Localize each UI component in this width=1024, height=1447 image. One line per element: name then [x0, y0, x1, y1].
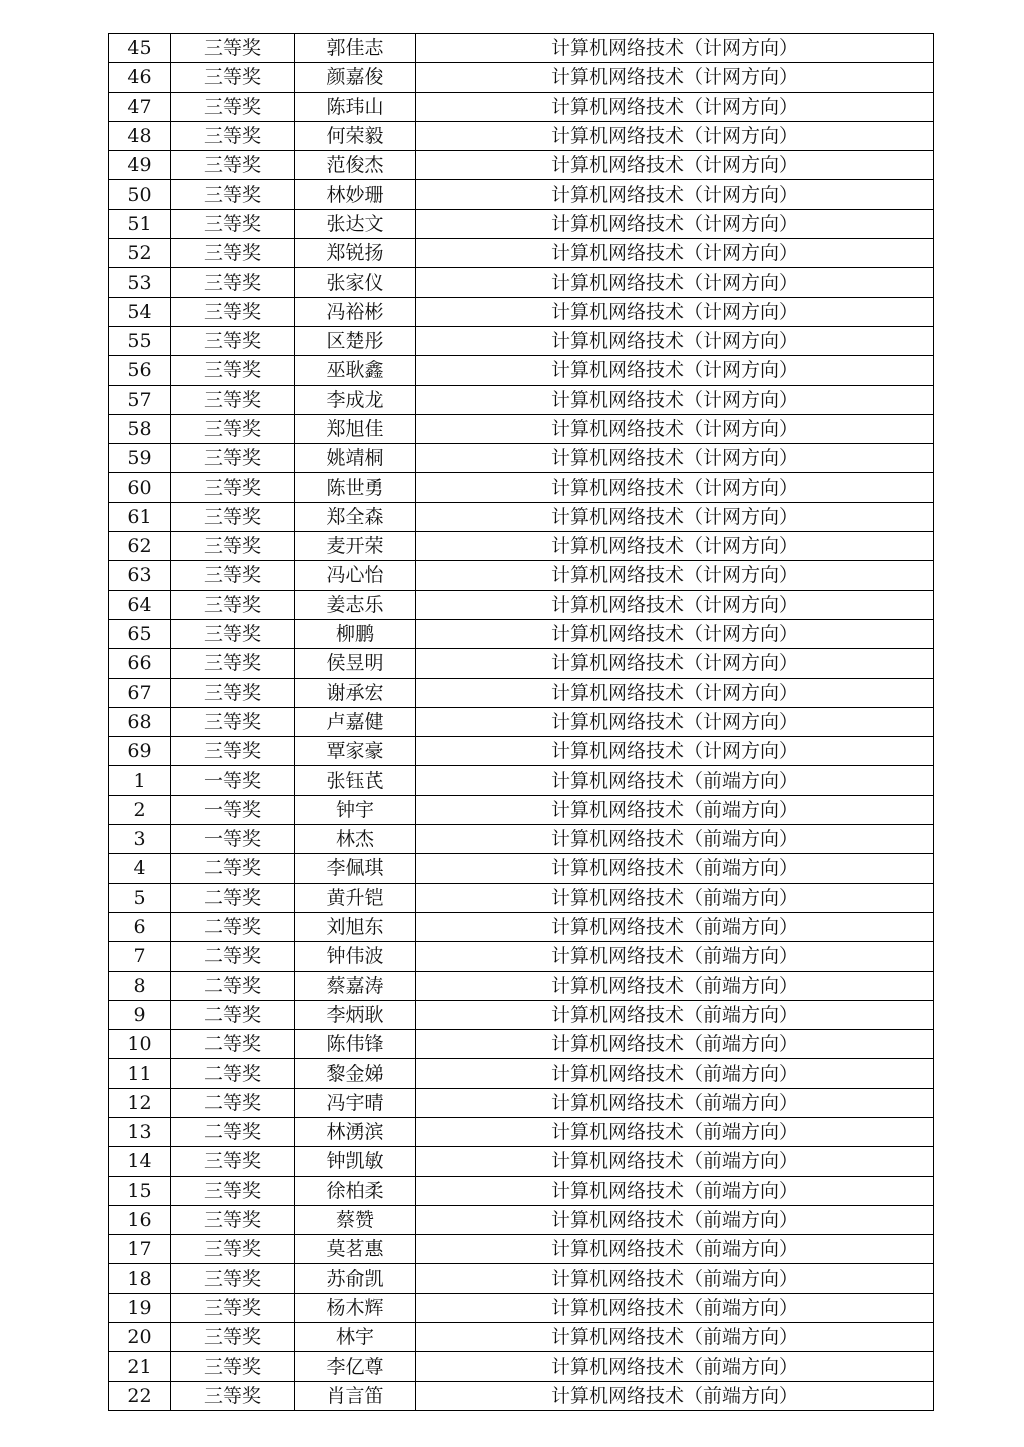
- award-level-cell: 三等奖: [171, 209, 295, 238]
- award-level-cell: 三等奖: [171, 678, 295, 707]
- student-name-cell: 姚靖桐: [295, 444, 416, 473]
- student-name-cell: 何荣毅: [295, 121, 416, 150]
- student-name-cell: 姜志乐: [295, 590, 416, 619]
- award-level-cell: 三等奖: [171, 1176, 295, 1205]
- table-row: [109, 502, 934, 531]
- award-list-page: [108, 33, 933, 1411]
- student-name-cell: 覃家豪: [295, 737, 416, 766]
- student-name-cell: 颜嘉俊: [295, 63, 416, 92]
- row-number-cell: 65: [109, 619, 171, 648]
- award-table: [108, 33, 934, 1411]
- row-number-cell: 59: [109, 444, 171, 473]
- row-number-cell: 54: [109, 297, 171, 326]
- table-row: [109, 912, 934, 941]
- table-row: [109, 649, 934, 678]
- award-level-cell: 三等奖: [171, 532, 295, 561]
- table-row: [109, 239, 934, 268]
- table-row: [109, 1205, 934, 1234]
- student-name-cell: 冯裕彬: [295, 297, 416, 326]
- student-name-cell: 张家仪: [295, 268, 416, 297]
- major-cell: 计算机网络技术（计网方向）: [416, 268, 934, 297]
- table-row: [109, 854, 934, 883]
- student-name-cell: 肖言笛: [295, 1381, 416, 1410]
- student-name-cell: 郭佳志: [295, 34, 416, 63]
- row-number-cell: 8: [109, 971, 171, 1000]
- row-number-cell: 5: [109, 883, 171, 912]
- award-level-cell: 三等奖: [171, 326, 295, 355]
- row-number-cell: 19: [109, 1293, 171, 1322]
- table-row: [109, 356, 934, 385]
- row-number-cell: 55: [109, 326, 171, 355]
- table-row: [109, 1088, 934, 1117]
- table-row: [109, 151, 934, 180]
- award-level-cell: 三等奖: [171, 1235, 295, 1264]
- major-cell: 计算机网络技术（计网方向）: [416, 619, 934, 648]
- row-number-cell: 62: [109, 532, 171, 561]
- award-level-cell: 一等奖: [171, 795, 295, 824]
- award-level-cell: 三等奖: [171, 92, 295, 121]
- major-cell: 计算机网络技术（计网方向）: [416, 649, 934, 678]
- table-row: [109, 883, 934, 912]
- award-level-cell: 三等奖: [171, 502, 295, 531]
- row-number-cell: 49: [109, 151, 171, 180]
- row-number-cell: 10: [109, 1030, 171, 1059]
- table-row: [109, 180, 934, 209]
- table-row: [109, 326, 934, 355]
- major-cell: 计算机网络技术（前端方向）: [416, 1117, 934, 1146]
- row-number-cell: 58: [109, 414, 171, 443]
- row-number-cell: 4: [109, 854, 171, 883]
- student-name-cell: 钟凯敏: [295, 1147, 416, 1176]
- row-number-cell: 22: [109, 1381, 171, 1410]
- row-number-cell: 67: [109, 678, 171, 707]
- row-number-cell: 9: [109, 1000, 171, 1029]
- student-name-cell: 李亿尊: [295, 1352, 416, 1381]
- row-number-cell: 60: [109, 473, 171, 502]
- student-name-cell: 李成龙: [295, 385, 416, 414]
- table-row: [109, 1117, 934, 1146]
- student-name-cell: 杨木辉: [295, 1293, 416, 1322]
- table-row: [109, 561, 934, 590]
- row-number-cell: 13: [109, 1117, 171, 1146]
- student-name-cell: 范俊杰: [295, 151, 416, 180]
- award-level-cell: 三等奖: [171, 239, 295, 268]
- table-row: [109, 1176, 934, 1205]
- major-cell: 计算机网络技术（计网方向）: [416, 356, 934, 385]
- major-cell: 计算机网络技术（前端方向）: [416, 1264, 934, 1293]
- major-cell: 计算机网络技术（前端方向）: [416, 1147, 934, 1176]
- row-number-cell: 56: [109, 356, 171, 385]
- row-number-cell: 50: [109, 180, 171, 209]
- award-level-cell: 三等奖: [171, 1264, 295, 1293]
- award-level-cell: 二等奖: [171, 1088, 295, 1117]
- row-number-cell: 14: [109, 1147, 171, 1176]
- award-level-cell: 三等奖: [171, 619, 295, 648]
- row-number-cell: 57: [109, 385, 171, 414]
- row-number-cell: 16: [109, 1205, 171, 1234]
- award-level-cell: 三等奖: [171, 1293, 295, 1322]
- award-level-cell: 三等奖: [171, 1147, 295, 1176]
- award-level-cell: 三等奖: [171, 561, 295, 590]
- student-name-cell: 郑全森: [295, 502, 416, 531]
- row-number-cell: 6: [109, 912, 171, 941]
- major-cell: 计算机网络技术（计网方向）: [416, 414, 934, 443]
- award-level-cell: 三等奖: [171, 737, 295, 766]
- row-number-cell: 45: [109, 34, 171, 63]
- award-level-cell: 二等奖: [171, 1030, 295, 1059]
- student-name-cell: 陈伟锋: [295, 1030, 416, 1059]
- table-row: [109, 63, 934, 92]
- major-cell: 计算机网络技术（计网方向）: [416, 737, 934, 766]
- major-cell: 计算机网络技术（前端方向）: [416, 1059, 934, 1088]
- award-level-cell: 二等奖: [171, 1117, 295, 1146]
- student-name-cell: 蔡嘉涛: [295, 971, 416, 1000]
- major-cell: 计算机网络技术（前端方向）: [416, 854, 934, 883]
- award-table-body: [109, 34, 934, 1411]
- award-level-cell: 三等奖: [171, 1205, 295, 1234]
- award-level-cell: 三等奖: [171, 707, 295, 736]
- table-row: [109, 444, 934, 473]
- major-cell: 计算机网络技术（前端方向）: [416, 912, 934, 941]
- row-number-cell: 1: [109, 766, 171, 795]
- table-row: [109, 92, 934, 121]
- student-name-cell: 黎金娣: [295, 1059, 416, 1088]
- award-level-cell: 三等奖: [171, 649, 295, 678]
- table-row: [109, 590, 934, 619]
- student-name-cell: 谢承宏: [295, 678, 416, 707]
- student-name-cell: 林湧滨: [295, 1117, 416, 1146]
- student-name-cell: 陈世勇: [295, 473, 416, 502]
- major-cell: 计算机网络技术（前端方向）: [416, 1381, 934, 1410]
- major-cell: 计算机网络技术（前端方向）: [416, 825, 934, 854]
- student-name-cell: 郑锐扬: [295, 239, 416, 268]
- award-level-cell: 三等奖: [171, 180, 295, 209]
- student-name-cell: 柳鹏: [295, 619, 416, 648]
- table-row: [109, 1293, 934, 1322]
- row-number-cell: 53: [109, 268, 171, 297]
- student-name-cell: 林妙珊: [295, 180, 416, 209]
- award-level-cell: 三等奖: [171, 1381, 295, 1410]
- table-row: [109, 268, 934, 297]
- row-number-cell: 7: [109, 942, 171, 971]
- major-cell: 计算机网络技术（前端方向）: [416, 1030, 934, 1059]
- major-cell: 计算机网络技术（计网方向）: [416, 502, 934, 531]
- table-row: [109, 795, 934, 824]
- student-name-cell: 李炳耿: [295, 1000, 416, 1029]
- major-cell: 计算机网络技术（计网方向）: [416, 678, 934, 707]
- table-row: [109, 1000, 934, 1029]
- row-number-cell: 69: [109, 737, 171, 766]
- award-level-cell: 二等奖: [171, 971, 295, 1000]
- row-number-cell: 2: [109, 795, 171, 824]
- major-cell: 计算机网络技术（计网方向）: [416, 473, 934, 502]
- major-cell: 计算机网络技术（计网方向）: [416, 590, 934, 619]
- table-row: [109, 1059, 934, 1088]
- row-number-cell: 46: [109, 63, 171, 92]
- student-name-cell: 苏俞凯: [295, 1264, 416, 1293]
- major-cell: 计算机网络技术（计网方向）: [416, 92, 934, 121]
- award-level-cell: 二等奖: [171, 912, 295, 941]
- student-name-cell: 郑旭佳: [295, 414, 416, 443]
- row-number-cell: 11: [109, 1059, 171, 1088]
- major-cell: 计算机网络技术（计网方向）: [416, 63, 934, 92]
- major-cell: 计算机网络技术（前端方向）: [416, 971, 934, 1000]
- table-row: [109, 1381, 934, 1410]
- major-cell: 计算机网络技术（计网方向）: [416, 34, 934, 63]
- major-cell: 计算机网络技术（前端方向）: [416, 883, 934, 912]
- major-cell: 计算机网络技术（计网方向）: [416, 151, 934, 180]
- student-name-cell: 区楚彤: [295, 326, 416, 355]
- table-row: [109, 532, 934, 561]
- award-level-cell: 二等奖: [171, 883, 295, 912]
- row-number-cell: 15: [109, 1176, 171, 1205]
- table-row: [109, 385, 934, 414]
- major-cell: 计算机网络技术（计网方向）: [416, 326, 934, 355]
- student-name-cell: 陈玮山: [295, 92, 416, 121]
- award-level-cell: 三等奖: [171, 1352, 295, 1381]
- table-row: [109, 619, 934, 648]
- table-row: [109, 1235, 934, 1264]
- award-level-cell: 三等奖: [171, 34, 295, 63]
- table-row: [109, 1030, 934, 1059]
- student-name-cell: 张钰芪: [295, 766, 416, 795]
- award-level-cell: 三等奖: [171, 268, 295, 297]
- student-name-cell: 黄升铠: [295, 883, 416, 912]
- major-cell: 计算机网络技术（计网方向）: [416, 444, 934, 473]
- row-number-cell: 21: [109, 1352, 171, 1381]
- row-number-cell: 52: [109, 239, 171, 268]
- award-level-cell: 三等奖: [171, 590, 295, 619]
- row-number-cell: 47: [109, 92, 171, 121]
- award-level-cell: 二等奖: [171, 942, 295, 971]
- award-level-cell: 三等奖: [171, 385, 295, 414]
- student-name-cell: 冯宇晴: [295, 1088, 416, 1117]
- table-row: [109, 121, 934, 150]
- table-row: [109, 971, 934, 1000]
- student-name-cell: 莫茗惠: [295, 1235, 416, 1264]
- major-cell: 计算机网络技术（计网方向）: [416, 561, 934, 590]
- award-level-cell: 一等奖: [171, 766, 295, 795]
- row-number-cell: 3: [109, 825, 171, 854]
- row-number-cell: 68: [109, 707, 171, 736]
- major-cell: 计算机网络技术（前端方向）: [416, 1235, 934, 1264]
- table-row: [109, 1323, 934, 1352]
- student-name-cell: 卢嘉健: [295, 707, 416, 736]
- row-number-cell: 51: [109, 209, 171, 238]
- table-row: [109, 297, 934, 326]
- student-name-cell: 冯心怡: [295, 561, 416, 590]
- student-name-cell: 钟宇: [295, 795, 416, 824]
- major-cell: 计算机网络技术（前端方向）: [416, 1323, 934, 1352]
- award-level-cell: 二等奖: [171, 1059, 295, 1088]
- table-row: [109, 1264, 934, 1293]
- student-name-cell: 李佩琪: [295, 854, 416, 883]
- row-number-cell: 61: [109, 502, 171, 531]
- award-level-cell: 三等奖: [171, 356, 295, 385]
- table-row: [109, 678, 934, 707]
- major-cell: 计算机网络技术（前端方向）: [416, 1088, 934, 1117]
- award-level-cell: 三等奖: [171, 1323, 295, 1352]
- table-row: [109, 209, 934, 238]
- row-number-cell: 48: [109, 121, 171, 150]
- student-name-cell: 刘旭东: [295, 912, 416, 941]
- student-name-cell: 巫耿鑫: [295, 356, 416, 385]
- table-row: [109, 825, 934, 854]
- award-level-cell: 三等奖: [171, 473, 295, 502]
- award-level-cell: 二等奖: [171, 1000, 295, 1029]
- student-name-cell: 张达文: [295, 209, 416, 238]
- table-row: [109, 414, 934, 443]
- row-number-cell: 66: [109, 649, 171, 678]
- table-row: [109, 34, 934, 63]
- student-name-cell: 侯昱明: [295, 649, 416, 678]
- major-cell: 计算机网络技术（计网方向）: [416, 209, 934, 238]
- student-name-cell: 林宇: [295, 1323, 416, 1352]
- major-cell: 计算机网络技术（前端方向）: [416, 1000, 934, 1029]
- table-row: [109, 707, 934, 736]
- award-level-cell: 三等奖: [171, 151, 295, 180]
- row-number-cell: 17: [109, 1235, 171, 1264]
- major-cell: 计算机网络技术（计网方向）: [416, 180, 934, 209]
- row-number-cell: 18: [109, 1264, 171, 1293]
- major-cell: 计算机网络技术（前端方向）: [416, 795, 934, 824]
- award-level-cell: 三等奖: [171, 297, 295, 326]
- table-row: [109, 737, 934, 766]
- table-row: [109, 1147, 934, 1176]
- major-cell: 计算机网络技术（前端方向）: [416, 1293, 934, 1322]
- award-level-cell: 三等奖: [171, 63, 295, 92]
- major-cell: 计算机网络技术（计网方向）: [416, 385, 934, 414]
- award-level-cell: 二等奖: [171, 854, 295, 883]
- major-cell: 计算机网络技术（计网方向）: [416, 532, 934, 561]
- student-name-cell: 林杰: [295, 825, 416, 854]
- student-name-cell: 徐柏柔: [295, 1176, 416, 1205]
- major-cell: 计算机网络技术（前端方向）: [416, 942, 934, 971]
- row-number-cell: 12: [109, 1088, 171, 1117]
- student-name-cell: 麦开荣: [295, 532, 416, 561]
- student-name-cell: 钟伟波: [295, 942, 416, 971]
- student-name-cell: 蔡赞: [295, 1205, 416, 1234]
- award-level-cell: 三等奖: [171, 414, 295, 443]
- table-row: [109, 473, 934, 502]
- table-row: [109, 1352, 934, 1381]
- major-cell: 计算机网络技术（前端方向）: [416, 1352, 934, 1381]
- row-number-cell: 63: [109, 561, 171, 590]
- award-level-cell: 一等奖: [171, 825, 295, 854]
- major-cell: 计算机网络技术（计网方向）: [416, 239, 934, 268]
- major-cell: 计算机网络技术（前端方向）: [416, 1176, 934, 1205]
- row-number-cell: 64: [109, 590, 171, 619]
- award-level-cell: 三等奖: [171, 121, 295, 150]
- table-row: [109, 766, 934, 795]
- major-cell: 计算机网络技术（前端方向）: [416, 766, 934, 795]
- row-number-cell: 20: [109, 1323, 171, 1352]
- major-cell: 计算机网络技术（计网方向）: [416, 297, 934, 326]
- major-cell: 计算机网络技术（计网方向）: [416, 121, 934, 150]
- major-cell: 计算机网络技术（计网方向）: [416, 707, 934, 736]
- major-cell: 计算机网络技术（前端方向）: [416, 1205, 934, 1234]
- table-row: [109, 942, 934, 971]
- award-level-cell: 三等奖: [171, 444, 295, 473]
